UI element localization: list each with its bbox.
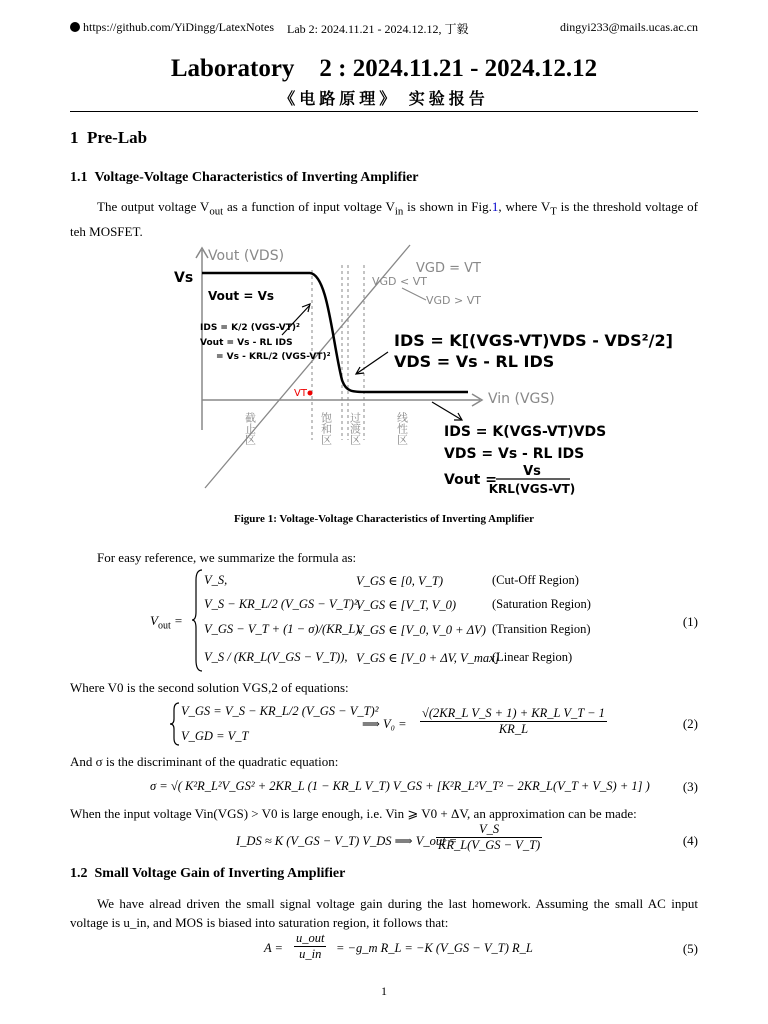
eq3-expression: σ = √( K²R_L²V_GS² + 2KR_L (1 − KR_L V_T) V_GS + [K²R_L²V_T² − 2KR_L(V_T + V_S) + 1] ) bbox=[150, 779, 650, 793]
eq1-case-1-expr: V_S, bbox=[204, 573, 228, 587]
eq1-case-1-cond: V_GS ∈ [0, V_T) bbox=[356, 574, 444, 588]
eq5-number: (5) bbox=[682, 941, 698, 956]
vs-label: Vs bbox=[174, 270, 194, 286]
header-repo-link[interactable]: https://github.com/YiDingg/LatexNotes bbox=[70, 20, 274, 35]
region-saturation-label: 饱和区 bbox=[319, 412, 333, 445]
mid-eq-2: VDS = Vs - RL IDS bbox=[394, 352, 555, 371]
eq5-numerator: u_out bbox=[296, 931, 325, 945]
title-rule bbox=[70, 111, 698, 112]
eq2-fraction bbox=[420, 706, 607, 737]
left-eq-1: IDS = K/2 (VGS-VT)² bbox=[200, 323, 300, 333]
header-email[interactable]: dingyi233@mails.ucas.ac.cn bbox=[559, 20, 698, 34]
paragraph-sigma-intro: And σ is the discriminant of the quadratic equation: bbox=[70, 754, 339, 769]
region-transition-label: 过渡区 bbox=[348, 412, 362, 445]
eq2-brace bbox=[170, 702, 180, 746]
eq1-case-1-region: (Cut-Off Region) bbox=[492, 573, 579, 587]
left-eq-3: = Vs - KRL/2 (VGS-VT)² bbox=[216, 352, 331, 362]
right-eq-3-num: Vs bbox=[523, 464, 541, 479]
eq1-lhs: $V_{out}$ = bbox=[150, 613, 183, 632]
eq4-lhs: I_DS ≈ K (V_GS − V_T) V_DS ⟹ V_out = bbox=[236, 834, 458, 848]
eq1-case-4-expr: V_S / (KR_L(V_GS − V_T)), bbox=[204, 650, 348, 664]
vgd-lt-label: VGD < VT bbox=[372, 275, 427, 288]
figure-caption: Figure 1: Voltage-Voltage Characteristics of Inverting Amplifier bbox=[233, 513, 534, 525]
eq2-numerator: √(2KR_L V_S + 1) + KR_L V_T − 1 bbox=[422, 706, 605, 720]
left-eq-2: Vout = Vs - RL IDS bbox=[200, 338, 293, 348]
eq1-case-2-cond: V_GS ∈ [V_T, V_0) bbox=[356, 598, 456, 612]
eq2-system-2: V_GD = V_T bbox=[181, 729, 249, 743]
eq1-brace bbox=[192, 568, 204, 673]
eq4-fraction bbox=[436, 822, 542, 853]
section-heading: 1 Pre-Lab bbox=[70, 128, 148, 147]
figure-reference-link[interactable]: 1 bbox=[491, 199, 499, 214]
right-eq-3-lhs: Vout = bbox=[444, 472, 497, 488]
eq1-case-2-expr: V_S − KR_L/2 (V_GS − V_T)², bbox=[204, 597, 361, 611]
eq5-denominator: u_in bbox=[299, 947, 322, 961]
document-title: Laboratory 2 : 2024.11.21 - 2024.12.12 bbox=[170, 55, 598, 82]
vgd-eq-label: VGD = VT bbox=[416, 261, 481, 276]
eq1-number: (1) bbox=[682, 614, 698, 629]
eq4-denominator: KR_L(V_GS − V_T) bbox=[438, 838, 541, 852]
eq5-fraction bbox=[294, 931, 326, 962]
eq3-number: (3) bbox=[682, 779, 698, 794]
x-axis-label: Vin (VGS) bbox=[488, 391, 555, 407]
right-eq-2: VDS = Vs - RL IDS bbox=[444, 446, 585, 462]
paragraph-intro: The output voltage $V_{out}$ as a function of input voltage $V_{in}$ is shown in Fig.1, where $V_T$ is the threshold voltage of teh MOSFET. bbox=[70, 199, 698, 239]
eq1-case-4-region: (Linear Region) bbox=[492, 650, 573, 664]
eq2-number: (2) bbox=[682, 716, 698, 731]
eq1-case-3-cond: V_GS ∈ [V_0, V_0 + ΔV) bbox=[356, 623, 486, 637]
eq4-number: (4) bbox=[682, 833, 698, 848]
eq5-lhs: A = bbox=[264, 941, 283, 955]
eq1-case-4-cond: V_GS ∈ [V_0 + ΔV, V_max] bbox=[356, 651, 500, 665]
eq2-system-1: V_GS = V_S − KR_L/2 (V_GS − V_T)² bbox=[181, 704, 379, 718]
eq2-arrow: ⟹ V₀ = bbox=[362, 717, 407, 731]
vout-eq-vs-label: Vout = Vs bbox=[208, 289, 274, 303]
paragraph-approx-intro: When the input voltage Vin(VGS) > V0 is large enough, i.e. Vin ⩾ V0 + ΔV, an approximation can be made: bbox=[70, 806, 637, 821]
vt-label: VT bbox=[294, 388, 307, 399]
mid-eq-1: IDS = K[(VGS-VT)VDS - VDS²/2] bbox=[394, 331, 673, 350]
region-linear-label: 线性区 bbox=[395, 412, 409, 445]
document-subtitle: 《电路原理》 实验报告 bbox=[279, 89, 489, 108]
paragraph-small-gain: We have alread driven the small signal voltage gain during the last homework. Assuming the small AC input voltage is u_in, and MOS is biased into saturation region, it follows that: bbox=[70, 896, 698, 930]
right-eq-1: IDS = K(VGS-VT)VDS bbox=[444, 424, 607, 440]
eq2-denominator: KR_L bbox=[498, 722, 529, 736]
paragraph-v0-intro: Where V0 is the second solution VGS,2 of equations: bbox=[70, 680, 349, 695]
vt-point bbox=[308, 391, 313, 396]
github-icon bbox=[70, 22, 80, 32]
eq4-numerator: V_S bbox=[436, 822, 542, 838]
eq1-case-3-expr: V_GS − V_T + (1 − σ)/(KR_L), bbox=[204, 622, 363, 636]
eq5-rhs: = −g_m R_L = −K (V_GS − V_T) R_L bbox=[336, 941, 533, 955]
header-lab-info: Lab 2: 2024.11.21 - 2024.12.12, 丁毅 bbox=[287, 22, 469, 36]
right-eq-3-den: KRL(VGS-VT) bbox=[488, 482, 576, 496]
paragraph-formula-intro: For easy reference, we summarize the formula as: bbox=[97, 550, 357, 565]
eq1-case-2-region: (Saturation Region) bbox=[492, 597, 591, 611]
running-header bbox=[70, 20, 698, 36]
figure-vtc-diagram bbox=[170, 240, 673, 502]
page-number: 1 bbox=[381, 984, 387, 998]
vgd-gt-label: VGD > VT bbox=[426, 294, 481, 307]
eq1-case-3-region: (Transition Region) bbox=[492, 622, 591, 636]
subsection-heading: 1.1 Voltage-Voltage Characteristics of Inverting Amplifier bbox=[70, 170, 419, 185]
subsection-heading-2: 1.2 Small Voltage Gain of Inverting Amplifier bbox=[70, 866, 346, 881]
y-axis-label: Vout (VDS) bbox=[208, 248, 285, 264]
region-cutoff-label: 截止区 bbox=[243, 412, 257, 445]
